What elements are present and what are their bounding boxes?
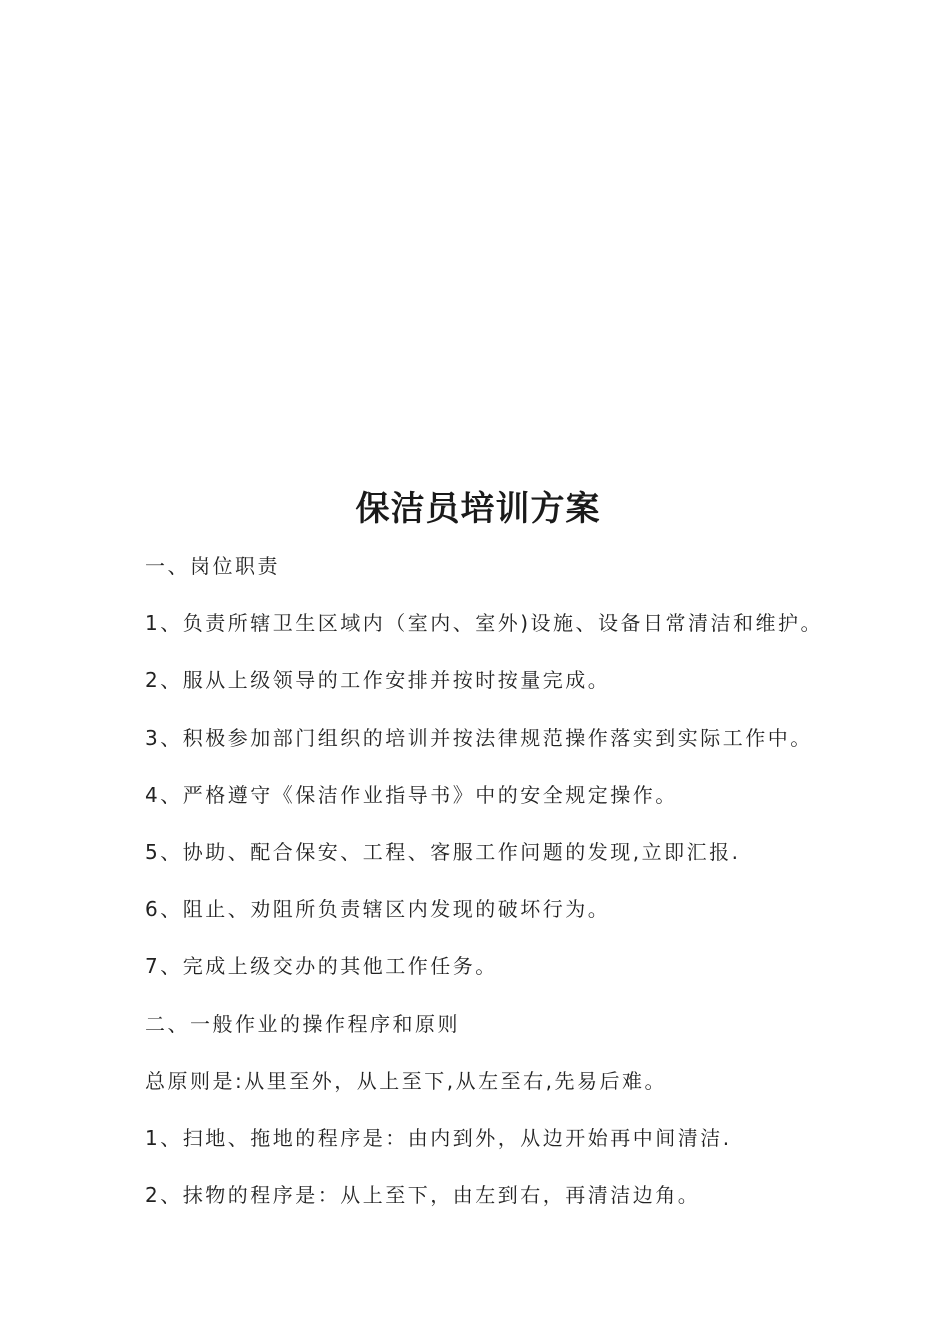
- duty-item-1: 1、负责所辖卫生区域内（室内、室外)设施、设备日常清洁和维护。: [145, 611, 824, 636]
- procedure-item-2: 2、抹物的程序是：从上至下，由左到右，再清洁边角。: [145, 1183, 701, 1208]
- section-heading-procedures: 二、一般作业的操作程序和原则: [145, 1011, 460, 1036]
- duty-item-5: 5、协助、配合保安、工程、客服工作问题的发现,立即汇报.: [145, 839, 741, 864]
- duty-item-7: 7、完成上级交办的其他工作任务。: [145, 954, 498, 979]
- duty-item-3: 3、积极参加部门组织的培训并按法律规范操作落实到实际工作中。: [145, 725, 813, 750]
- general-principle: 总原则是:从里至外，从上至下,从左至右,先易后难。: [145, 1068, 667, 1093]
- procedure-item-1: 1、扫地、拖地的程序是：由内到外，从边开始再中间清洁.: [145, 1125, 732, 1150]
- section-heading-duties: 一、岗位职责: [145, 554, 280, 578]
- duty-item-2: 2、服从上级领导的工作安排并按时按量完成。: [145, 668, 611, 693]
- duty-item-6: 6、阻止、劝阻所负责辖区内发现的破坏行为。: [145, 897, 611, 922]
- document-title: 保洁员培训方案: [355, 489, 601, 529]
- document-body: [145, 550, 925, 1236]
- duty-item-4: 4、严格遵守《保洁作业指导书》中的安全规定操作。: [145, 782, 678, 807]
